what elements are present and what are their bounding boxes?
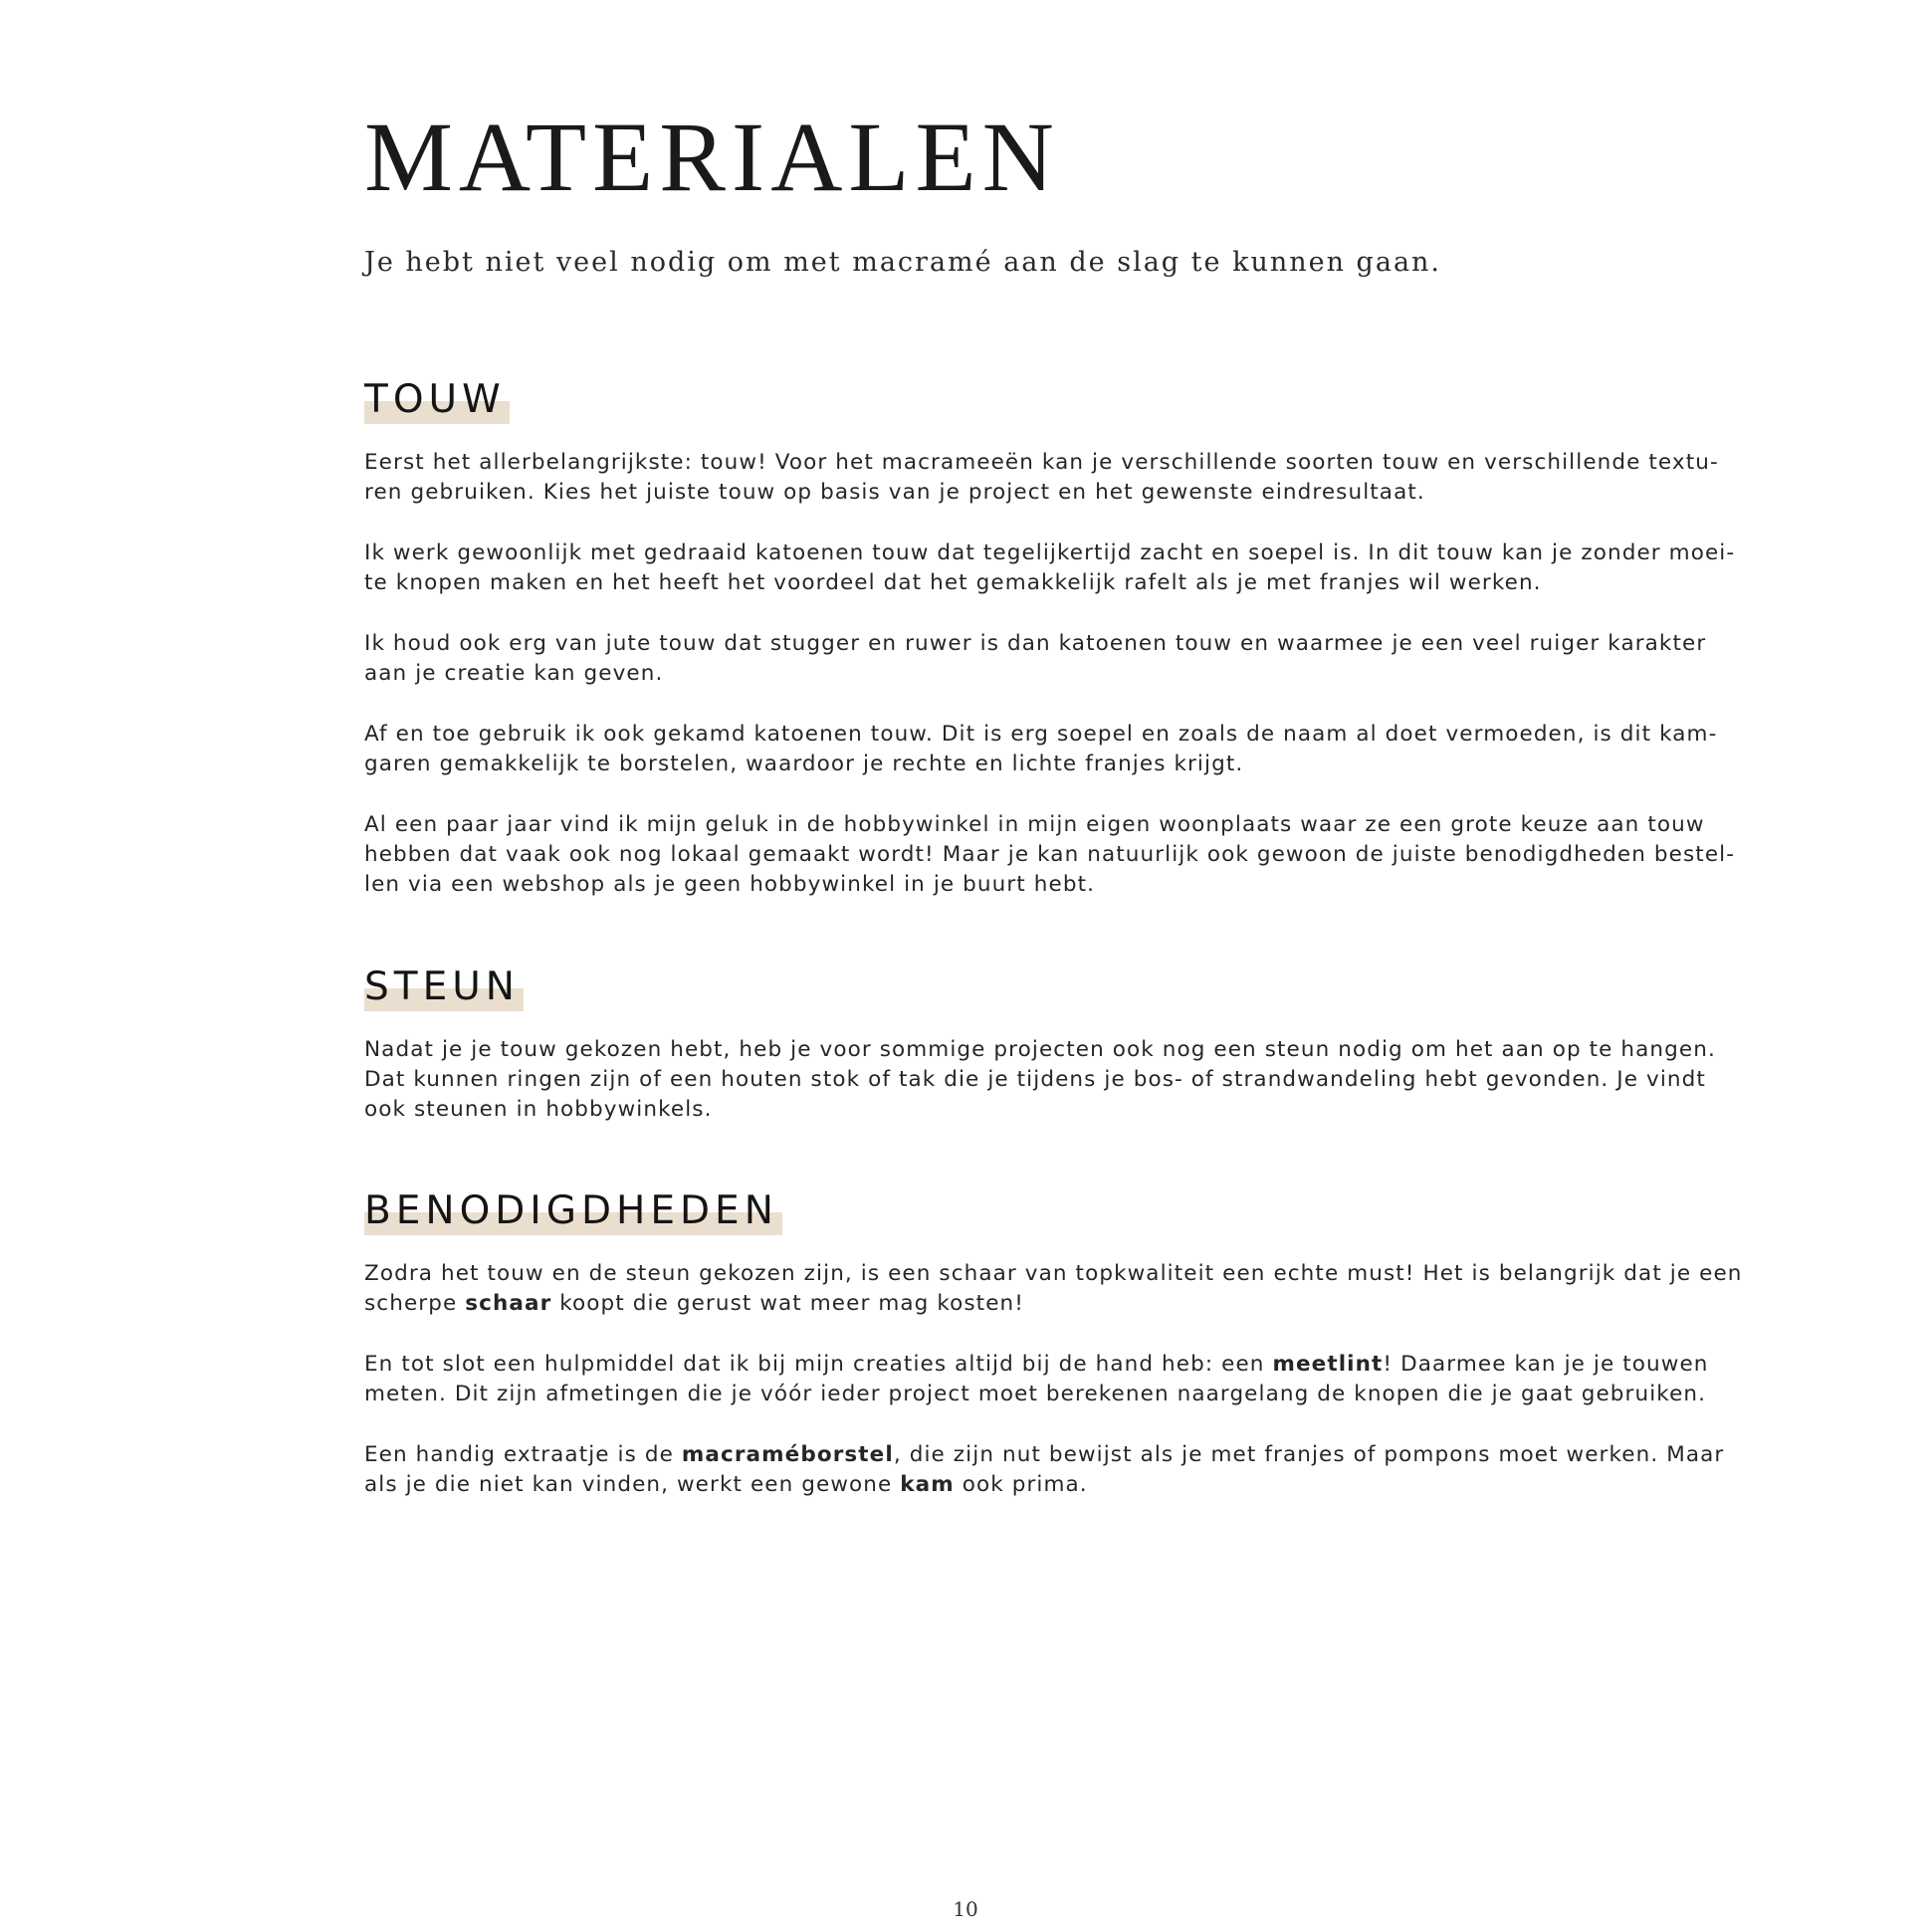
section-heading: TOUW xyxy=(364,376,510,424)
paragraph: Ik werk gewoonlijk met gedraaid katoenen touw dat tegelijkertijd zacht en soepel is. In dit touw kan je zonder moei- te knopen maken en het heeft het voordeel dat het gemakkelijk rafelt als je met franjes wil werken. xyxy=(364,540,1736,595)
section-touw xyxy=(364,376,1736,900)
bold-term: meetlint xyxy=(1272,1352,1384,1377)
page-number: 10 xyxy=(953,1897,978,1921)
section-heading: STEUN xyxy=(364,964,524,1011)
paragraph: Af en toe gebruik ik ook gekamd katoenen touw. Dit is erg soepel en zoals de naam al doet vermoeden, is dit kam- garen gemakkelijk te borstelen, waardoor je rechte en lichte franjes krijgt. xyxy=(364,722,1718,776)
paragraph: Al een paar jaar vind ik mijn geluk in de hobbywinkel in mijn eigen woonplaats waar ze een grote keuze aan touw hebben dat vaak ook nog lokaal gemaakt wordt! Maar je kan natuurlijk ook gewoon de juiste benodigdheden bestel- len via een webshop als je geen hobbywinkel in je buurt hebt. xyxy=(364,812,1736,897)
section-heading: BENODIGDHEDEN xyxy=(364,1187,782,1235)
bold-term: macraméborstel xyxy=(681,1442,894,1467)
bold-term: schaar xyxy=(465,1291,552,1316)
section-benodigdheden xyxy=(364,1187,1743,1500)
paragraph: En tot slot een hulpmiddel dat ik bij mijn creaties altijd bij de hand heb: een meetlint! Daarmee kan je je touwen meten. Dit zijn afmetingen die je vóór ieder project moet berekenen naargelang de knopen die je gaat gebruiken. xyxy=(364,1352,1709,1406)
paragraph: Eerst het allerbelangrijkste: touw! Voor het macrameeën kan je verschillende soorten touw en verschillende textu- ren gebruiken. Kies het juiste touw op basis van je project en het gewenste eindresultaat. xyxy=(364,450,1719,505)
bold-term: kam xyxy=(900,1472,955,1497)
page-title: MATERIALEN xyxy=(364,102,1060,212)
section-steun xyxy=(364,964,1716,1125)
intro-text: Je hebt niet veel nodig om met macramé aan de slag te kunnen gaan. xyxy=(364,247,1442,278)
paragraph: Ik houd ook erg van jute touw dat stugger en ruwer is dan katoenen touw en waarmee je een veel ruiger karakter aan je creatie kan geven. xyxy=(364,631,1707,686)
paragraph: Een handig extraatje is de macraméborstel, die zijn nut bewijst als je met franjes of pompons moet werken. Maar als je die niet kan vinden, werkt een gewone kam ook prima. xyxy=(364,1442,1725,1497)
paragraph: Nadat je je touw gekozen hebt, heb je voor sommige projecten ook nog een steun nodig om het aan op te hangen. Dat kunnen ringen zijn of een houten stok of tak die je tijdens je bos- of strandwandeling hebt gevonden. Je vindt ook steunen in hobbywinkels. xyxy=(364,1037,1716,1122)
paragraph: Zodra het touw en de steun gekozen zijn, is een schaar van topkwaliteit een echte must! Het is belangrijk dat je een scherpe schaar koopt die gerust wat meer mag kosten! xyxy=(364,1261,1743,1316)
